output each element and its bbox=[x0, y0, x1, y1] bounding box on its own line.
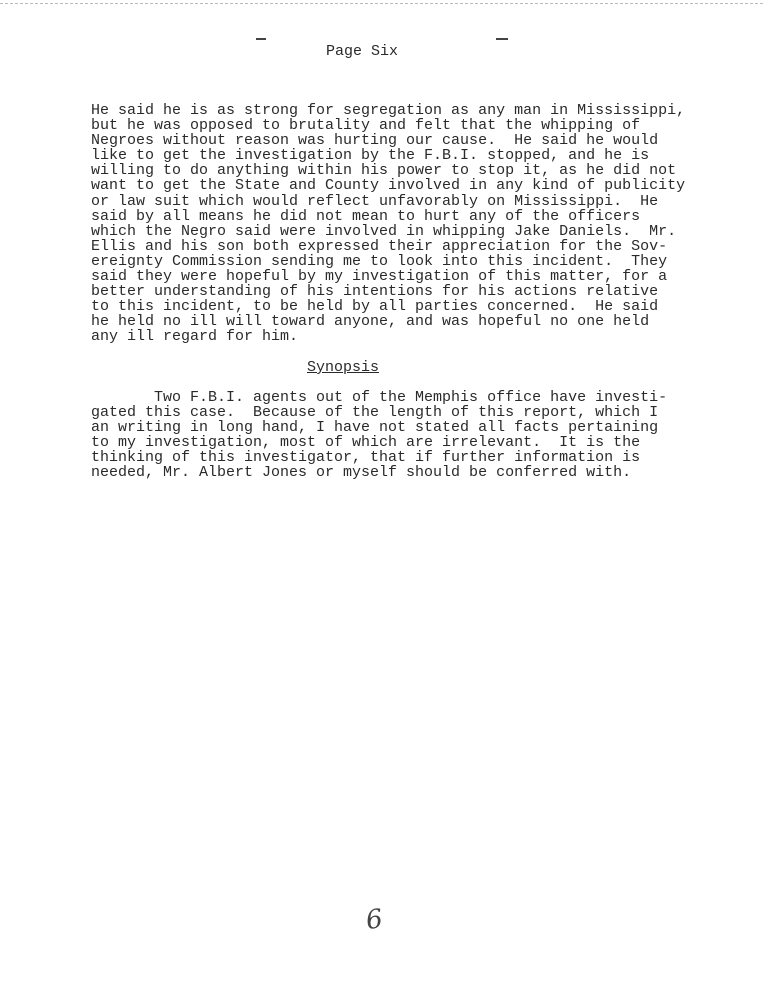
text-line: better understanding of his intentions for his actions relative bbox=[91, 283, 659, 301]
text-line: like to get the investigation by the F.B.I. stopped, and he is bbox=[91, 147, 650, 165]
section-heading-synopsis: Synopsis bbox=[307, 359, 380, 376]
text-line: gated this case. Because of the length of this report, which I bbox=[91, 404, 659, 422]
text-line: but he was opposed to brutality and felt that the whipping of bbox=[91, 117, 641, 135]
text-line: want to get the State and County involved in any kind of publicity bbox=[91, 177, 686, 195]
text-line: to this incident, to be held by all parties concerned. He said bbox=[91, 298, 659, 316]
page-edge bbox=[0, 3, 763, 4]
handwritten-page-number: 6 bbox=[363, 903, 385, 937]
page-title: Page Six bbox=[326, 43, 399, 60]
text-line: willing to do anything within his power to stop it, as he did not bbox=[91, 162, 677, 180]
text-line: Two F.B.I. agents out of the Memphis office have investi- bbox=[91, 389, 668, 406]
scan-mark bbox=[256, 38, 266, 40]
text-line: He said he is as strong for segregation as any man in Mississippi, bbox=[91, 102, 686, 119]
paragraph-2 bbox=[91, 390, 667, 481]
scan-mark bbox=[496, 38, 508, 40]
text-line: any ill regard for him. bbox=[91, 328, 299, 346]
text-line: thinking of this investigator, that if further information is bbox=[91, 449, 641, 467]
text-line: Ellis and his son both expressed their appreciation for the Sov- bbox=[91, 237, 668, 255]
text-line: Negroes without reason was hurting our cause. He said he would bbox=[91, 132, 659, 150]
paragraph-1 bbox=[91, 103, 685, 345]
text-line: said they were hopeful by my investigation of this matter, for a bbox=[91, 268, 668, 286]
text-line: ereignty Commission sending me to look into this incident. They bbox=[91, 252, 668, 270]
text-line: said by all means he did not mean to hurt any of the officers bbox=[91, 207, 641, 225]
text-line: to my investigation, most of which are irrelevant. It is the bbox=[91, 434, 641, 452]
text-line: he held no ill will toward anyone, and was hopeful no one held bbox=[91, 313, 650, 331]
text-line: which the Negro said were involved in whipping Jake Daniels. Mr. bbox=[91, 222, 677, 240]
text-line: needed, Mr. Albert Jones or myself should be conferred with. bbox=[91, 464, 632, 482]
text-line: an writing in long hand, I have not stated all facts pertaining bbox=[91, 419, 659, 437]
text-line: or law suit which would reflect unfavorably on Mississippi. He bbox=[91, 192, 659, 210]
